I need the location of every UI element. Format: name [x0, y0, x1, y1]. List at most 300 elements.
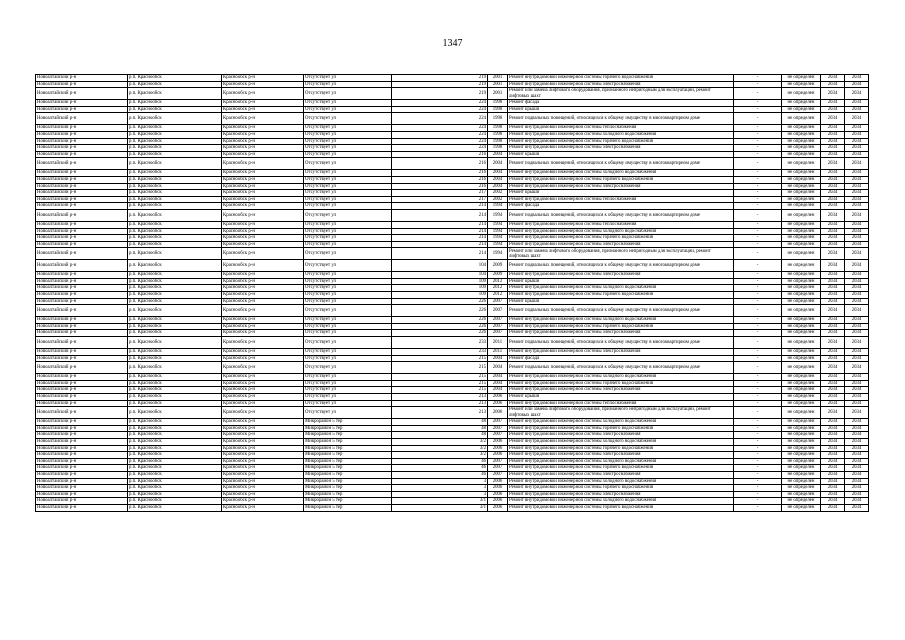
year-end-cell: 2034: [845, 485, 869, 492]
status-cell: не определен: [782, 176, 821, 183]
dash-cell: -: [734, 317, 782, 324]
dash-cell: -: [734, 203, 782, 210]
settlement-cell: р.п. Краснообск: [128, 317, 222, 324]
status-cell: не определен: [782, 498, 821, 505]
year-end-cell: 2034: [845, 248, 869, 260]
status-cell: не определен: [782, 235, 821, 242]
year-end-cell: 2034: [845, 425, 869, 432]
status-cell: не определен: [782, 272, 821, 279]
work-type-cell: Ремонт внутридомовой инженерной системы горячего водоснабжения: [508, 425, 734, 432]
status-cell: не определен: [782, 305, 821, 317]
street-cell: Отсутствует ул: [304, 260, 392, 272]
area-cell: Краснообск р-н: [222, 330, 304, 337]
district-cell: Новоалтайский р-н: [36, 145, 128, 152]
dash-cell: -: [734, 88, 782, 100]
year-start-cell: 2034: [821, 145, 845, 152]
dash-cell: -: [734, 106, 782, 113]
status-cell: не определен: [782, 75, 821, 82]
table-row: [36, 298, 869, 305]
page-number: 1347: [442, 38, 463, 49]
area-cell: Краснообск р-н: [222, 285, 304, 292]
work-type-cell: Ремонт крыши: [508, 190, 734, 197]
status-cell: не определен: [782, 330, 821, 337]
status-cell: не определен: [782, 248, 821, 260]
year-end-cell: 2034: [845, 458, 869, 465]
status-cell: не определен: [782, 323, 821, 330]
street-cell: Отсутствует ул: [304, 113, 392, 125]
year-start-cell: 2034: [821, 349, 845, 356]
street-cell: Микрорайон 5 тер: [304, 438, 392, 445]
area-cell: Краснообск р-н: [222, 407, 304, 419]
build-year-cell: 2006: [488, 491, 508, 498]
dash-cell: -: [734, 491, 782, 498]
year-end-cell: 2034: [845, 394, 869, 401]
year-end-cell: 2034: [845, 387, 869, 394]
house-number-cell: 46: [392, 465, 488, 472]
house-number-cell: 215: [392, 355, 488, 362]
year-start-cell: 2034: [821, 432, 845, 439]
dash-cell: -: [734, 452, 782, 459]
status-cell: не определен: [782, 445, 821, 452]
street-cell: Отсутствует ул: [304, 131, 392, 138]
build-year-cell: 2001: [488, 88, 508, 100]
status-cell: не определен: [782, 337, 821, 349]
build-year-cell: 2004: [488, 355, 508, 362]
house-number-cell: 3/1: [392, 504, 488, 511]
dash-cell: -: [734, 438, 782, 445]
table-row: [36, 355, 869, 362]
work-type-cell: Ремонт внутридомовой инженерной системы электроснабжения: [508, 183, 734, 190]
table-row: [36, 387, 869, 394]
district-cell: Новоалтайский р-н: [36, 221, 128, 228]
settlement-cell: р.п. Краснообск: [128, 235, 222, 242]
street-cell: Отсутствует ул: [304, 235, 392, 242]
settlement-cell: р.п. Краснообск: [128, 183, 222, 190]
house-number-cell: 213: [392, 394, 488, 401]
settlement-cell: р.п. Краснообск: [128, 504, 222, 511]
settlement-cell: р.п. Краснообск: [128, 349, 222, 356]
district-cell: Новоалтайский р-н: [36, 151, 128, 158]
table-row: [36, 400, 869, 407]
status-cell: не определен: [782, 145, 821, 152]
status-cell: не определен: [782, 151, 821, 158]
area-cell: Краснообск р-н: [222, 221, 304, 228]
district-cell: Новоалтайский р-н: [36, 504, 128, 511]
build-year-cell: 2012: [488, 285, 508, 292]
table-row: [36, 471, 869, 478]
build-year-cell: 1994: [488, 209, 508, 221]
district-cell: Новоалтайский р-н: [36, 491, 128, 498]
settlement-cell: р.п. Краснообск: [128, 400, 222, 407]
dash-cell: -: [734, 209, 782, 221]
year-end-cell: 2034: [845, 183, 869, 190]
year-start-cell: 2034: [821, 330, 845, 337]
dash-cell: -: [734, 190, 782, 197]
area-cell: Краснообск р-н: [222, 106, 304, 113]
settlement-cell: р.п. Краснообск: [128, 145, 222, 152]
area-cell: Краснообск р-н: [222, 100, 304, 107]
year-end-cell: 2034: [845, 498, 869, 505]
status-cell: не определен: [782, 478, 821, 485]
street-cell: Отсутствует ул: [304, 362, 392, 374]
table-row: [36, 131, 869, 138]
year-end-cell: 2034: [845, 203, 869, 210]
street-cell: Отсутствует ул: [304, 203, 392, 210]
year-end-cell: 2034: [845, 131, 869, 138]
table-row: [36, 113, 869, 125]
house-number-cell: 226: [392, 298, 488, 305]
settlement-cell: р.п. Краснообск: [128, 209, 222, 221]
area-cell: Краснообск р-н: [222, 75, 304, 82]
status-cell: не определен: [782, 504, 821, 511]
build-year-cell: 1994: [488, 203, 508, 210]
year-start-cell: 2034: [821, 485, 845, 492]
house-number-cell: 215: [392, 387, 488, 394]
district-cell: Новоалтайский р-н: [36, 380, 128, 387]
build-year-cell: 2006: [488, 407, 508, 419]
status-cell: не определен: [782, 138, 821, 145]
status-cell: не определен: [782, 221, 821, 228]
dash-cell: -: [734, 170, 782, 177]
settlement-cell: р.п. Краснообск: [128, 485, 222, 492]
work-type-cell: Ремонт внутридомовой инженерной системы холодного водоснабжения: [508, 478, 734, 485]
year-start-cell: 2034: [821, 260, 845, 272]
year-start-cell: 2034: [821, 170, 845, 177]
settlement-cell: р.п. Краснообск: [128, 419, 222, 426]
area-cell: Краснообск р-н: [222, 298, 304, 305]
dash-cell: -: [734, 285, 782, 292]
build-year-cell: 2006: [488, 445, 508, 452]
street-cell: Отсутствует ул: [304, 323, 392, 330]
house-number-cell: 224: [392, 145, 488, 152]
year-start-cell: 2034: [821, 298, 845, 305]
year-end-cell: 2034: [845, 445, 869, 452]
year-start-cell: 2034: [821, 400, 845, 407]
settlement-cell: р.п. Краснообск: [128, 81, 222, 88]
dash-cell: -: [734, 471, 782, 478]
district-cell: Новоалтайский р-н: [36, 305, 128, 317]
table-row: [36, 458, 869, 465]
work-type-cell: Ремонт внутридомовой инженерной системы электроснабжения: [508, 387, 734, 394]
dash-cell: -: [734, 113, 782, 125]
house-number-cell: 48: [392, 419, 488, 426]
work-type-cell: Ремонт внутридомовой инженерной системы холодного водоснабжения: [508, 498, 734, 505]
dash-cell: -: [734, 323, 782, 330]
street-cell: Микрорайон 5 тер: [304, 478, 392, 485]
build-year-cell: 2007: [488, 419, 508, 426]
work-type-cell: Ремонт внутридомовой инженерной системы электроснабжения: [508, 349, 734, 356]
build-year-cell: 2007: [488, 471, 508, 478]
year-end-cell: 2034: [845, 190, 869, 197]
street-cell: Отсутствует ул: [304, 278, 392, 285]
year-start-cell: 2034: [821, 471, 845, 478]
year-start-cell: 2034: [821, 190, 845, 197]
table-row: [36, 292, 869, 299]
table-row: [36, 285, 869, 292]
house-number-cell: 226: [392, 330, 488, 337]
year-end-cell: 2034: [845, 81, 869, 88]
work-type-cell: Ремонт или замена лифтового оборудования, признанного непригодным для эксплуатации, ремонт лифтовых шахт: [508, 88, 734, 100]
build-year-cell: 2006: [488, 394, 508, 401]
build-year-cell: 2006: [488, 504, 508, 511]
settlement-cell: р.п. Краснообск: [128, 196, 222, 203]
work-type-cell: Ремонт внутридомовой инженерной системы электроснабжения: [508, 491, 734, 498]
work-type-cell: Ремонт внутридомовой инженерной системы холодного водоснабжения: [508, 317, 734, 324]
year-start-cell: 2034: [821, 374, 845, 381]
build-year-cell: 1998: [488, 138, 508, 145]
district-cell: Новоалтайский р-н: [36, 170, 128, 177]
table-row: [36, 241, 869, 248]
settlement-cell: р.п. Краснообск: [128, 158, 222, 170]
work-type-cell: Ремонт подвальных помещений, относящихся к общему имуществу в многоквартирном доме: [508, 113, 734, 125]
district-cell: Новоалтайский р-н: [36, 100, 128, 107]
area-cell: Краснообск р-н: [222, 419, 304, 426]
year-end-cell: 2034: [845, 228, 869, 235]
year-start-cell: 2034: [821, 272, 845, 279]
build-year-cell: 2006: [488, 400, 508, 407]
district-cell: Новоалтайский р-н: [36, 113, 128, 125]
street-cell: Отсутствует ул: [304, 241, 392, 248]
year-start-cell: 2034: [821, 445, 845, 452]
build-year-cell: 2004: [488, 362, 508, 374]
settlement-cell: р.п. Краснообск: [128, 100, 222, 107]
build-year-cell: 2001: [488, 75, 508, 82]
dash-cell: -: [734, 330, 782, 337]
street-cell: Микрорайон 5 тер: [304, 425, 392, 432]
street-cell: Отсутствует ул: [304, 183, 392, 190]
year-end-cell: 2034: [845, 292, 869, 299]
status-cell: не определен: [782, 471, 821, 478]
house-number-cell: 214: [392, 228, 488, 235]
work-type-cell: Ремонт подвальных помещений, относящихся к общему имуществу в многоквартирном доме: [508, 305, 734, 317]
area-cell: Краснообск р-н: [222, 170, 304, 177]
settlement-cell: р.п. Краснообск: [128, 248, 222, 260]
district-cell: Новоалтайский р-н: [36, 298, 128, 305]
year-start-cell: 2034: [821, 355, 845, 362]
year-start-cell: 2034: [821, 138, 845, 145]
district-cell: Новоалтайский р-н: [36, 425, 128, 432]
build-year-cell: 2007: [488, 298, 508, 305]
table-row: [36, 260, 869, 272]
year-end-cell: 2034: [845, 221, 869, 228]
area-cell: Краснообск р-н: [222, 400, 304, 407]
house-number-cell: 3/1: [392, 498, 488, 505]
area-cell: Краснообск р-н: [222, 260, 304, 272]
dash-cell: -: [734, 292, 782, 299]
year-start-cell: 2034: [821, 452, 845, 459]
house-number-cell: 214: [392, 203, 488, 210]
district-cell: Новоалтайский р-н: [36, 75, 128, 82]
settlement-cell: р.п. Краснообск: [128, 407, 222, 419]
street-cell: Отсутствует ул: [304, 387, 392, 394]
dash-cell: -: [734, 151, 782, 158]
work-type-cell: Ремонт внутридомовой инженерной системы электроснабжения: [508, 471, 734, 478]
status-cell: не определен: [782, 458, 821, 465]
house-number-cell: 3/2: [392, 445, 488, 452]
street-cell: Микрорайон 5 тер: [304, 419, 392, 426]
table-row: [36, 337, 869, 349]
status-cell: не определен: [782, 374, 821, 381]
year-end-cell: 2034: [845, 317, 869, 324]
dash-cell: -: [734, 305, 782, 317]
district-cell: Новоалтайский р-н: [36, 138, 128, 145]
settlement-cell: р.п. Краснообск: [128, 228, 222, 235]
house-number-cell: 3/2: [392, 438, 488, 445]
street-cell: Отсутствует ул: [304, 190, 392, 197]
work-type-cell: Ремонт подвальных помещений, относящихся к общему имуществу в многоквартирном доме: [508, 209, 734, 221]
house-number-cell: 216: [392, 158, 488, 170]
street-cell: Отсутствует ул: [304, 298, 392, 305]
street-cell: Микрорайон 5 тер: [304, 465, 392, 472]
table-row: [36, 394, 869, 401]
build-year-cell: 2007: [488, 432, 508, 439]
table-row: [36, 170, 869, 177]
house-number-cell: 226: [392, 323, 488, 330]
status-cell: не определен: [782, 425, 821, 432]
district-cell: Новоалтайский р-н: [36, 498, 128, 505]
work-type-cell: Ремонт внутридомовой инженерной системы горячего водоснабжения: [508, 235, 734, 242]
work-type-cell: Ремонт крыши: [508, 278, 734, 285]
district-cell: Новоалтайский р-н: [36, 278, 128, 285]
house-number-cell: 216: [392, 170, 488, 177]
work-type-cell: Ремонт внутридомовой инженерной системы горячего водоснабжения: [508, 485, 734, 492]
street-cell: Отсутствует ул: [304, 272, 392, 279]
table-row: [36, 190, 869, 197]
status-cell: не определен: [782, 491, 821, 498]
year-end-cell: 2034: [845, 176, 869, 183]
settlement-cell: р.п. Краснообск: [128, 478, 222, 485]
build-year-cell: 2006: [488, 485, 508, 492]
house-number-cell: 46: [392, 471, 488, 478]
table-row: [36, 75, 869, 82]
house-number-cell: 216: [392, 151, 488, 158]
year-end-cell: 2034: [845, 196, 869, 203]
work-type-cell: Ремонт внутридомовой инженерной системы холодного водоснабжения: [508, 131, 734, 138]
table-row: [36, 176, 869, 183]
house-number-cell: 109: [392, 292, 488, 299]
status-cell: не определен: [782, 419, 821, 426]
build-year-cell: 1994: [488, 235, 508, 242]
settlement-cell: р.п. Краснообск: [128, 438, 222, 445]
status-cell: не определен: [782, 125, 821, 132]
table-row: [36, 305, 869, 317]
district-cell: Новоалтайский р-н: [36, 183, 128, 190]
year-end-cell: 2034: [845, 285, 869, 292]
district-cell: Новоалтайский р-н: [36, 248, 128, 260]
year-end-cell: 2034: [845, 158, 869, 170]
area-cell: Краснообск р-н: [222, 349, 304, 356]
status-cell: не определен: [782, 298, 821, 305]
build-year-cell: 2006: [488, 498, 508, 505]
year-start-cell: 2034: [821, 387, 845, 394]
year-start-cell: 2034: [821, 285, 845, 292]
year-end-cell: 2034: [845, 471, 869, 478]
district-cell: Новоалтайский р-н: [36, 292, 128, 299]
settlement-cell: р.п. Краснообск: [128, 394, 222, 401]
area-cell: Краснообск р-н: [222, 498, 304, 505]
dash-cell: -: [734, 425, 782, 432]
settlement-cell: р.п. Краснообск: [128, 374, 222, 381]
year-end-cell: 2034: [845, 407, 869, 419]
area-cell: Краснообск р-н: [222, 209, 304, 221]
settlement-cell: р.п. Краснообск: [128, 425, 222, 432]
street-cell: Отсутствует ул: [304, 380, 392, 387]
work-type-cell: Ремонт или замена лифтового оборудования, признанного непригодным для эксплуатации, ремонт лифтовых шахт: [508, 248, 734, 260]
settlement-cell: р.п. Краснообск: [128, 471, 222, 478]
district-cell: Новоалтайский р-н: [36, 323, 128, 330]
street-cell: Отсутствует ул: [304, 196, 392, 203]
dash-cell: -: [734, 478, 782, 485]
area-cell: Краснообск р-н: [222, 452, 304, 459]
street-cell: Отсутствует ул: [304, 407, 392, 419]
build-year-cell: 2007: [488, 458, 508, 465]
table-row: [36, 317, 869, 324]
build-year-cell: 1998: [488, 145, 508, 152]
area-cell: Краснообск р-н: [222, 248, 304, 260]
table-row: [36, 349, 869, 356]
work-type-cell: Ремонт внутридомовой инженерной системы горячего водоснабжения: [508, 292, 734, 299]
dash-cell: -: [734, 100, 782, 107]
status-cell: не определен: [782, 190, 821, 197]
area-cell: Краснообск р-н: [222, 305, 304, 317]
house-number-cell: 233: [392, 349, 488, 356]
area-cell: Краснообск р-н: [222, 81, 304, 88]
dash-cell: -: [734, 81, 782, 88]
street-cell: Отсутствует ул: [304, 400, 392, 407]
status-cell: не определен: [782, 465, 821, 472]
settlement-cell: р.п. Краснообск: [128, 176, 222, 183]
settlement-cell: р.п. Краснообск: [128, 380, 222, 387]
table-row: [36, 106, 869, 113]
settlement-cell: р.п. Краснообск: [128, 170, 222, 177]
dash-cell: -: [734, 394, 782, 401]
district-cell: Новоалтайский р-н: [36, 458, 128, 465]
area-cell: Краснообск р-н: [222, 241, 304, 248]
house-number-cell: 213: [392, 400, 488, 407]
table-row: [36, 504, 869, 511]
work-type-cell: Ремонт фасада: [508, 100, 734, 107]
table-row: [36, 183, 869, 190]
year-end-cell: 2034: [845, 452, 869, 459]
settlement-cell: р.п. Краснообск: [128, 75, 222, 82]
year-end-cell: 2034: [845, 305, 869, 317]
street-cell: Отсутствует ул: [304, 221, 392, 228]
status-cell: не определен: [782, 380, 821, 387]
build-year-cell: 2002: [488, 190, 508, 197]
year-end-cell: 2034: [845, 138, 869, 145]
dash-cell: -: [734, 241, 782, 248]
work-type-cell: Ремонт подвальных помещений, относящихся к общему имуществу в многоквартирном доме: [508, 362, 734, 374]
table-row: [36, 498, 869, 505]
district-cell: Новоалтайский р-н: [36, 317, 128, 324]
build-year-cell: 1998: [488, 100, 508, 107]
dash-cell: -: [734, 145, 782, 152]
status-cell: не определен: [782, 387, 821, 394]
area-cell: Краснообск р-н: [222, 445, 304, 452]
settlement-cell: р.п. Краснообск: [128, 272, 222, 279]
settlement-cell: р.п. Краснообск: [128, 298, 222, 305]
house-number-cell: 226: [392, 305, 488, 317]
settlement-cell: р.п. Краснообск: [128, 278, 222, 285]
table-row: [36, 362, 869, 374]
street-cell: Отсутствует ул: [304, 330, 392, 337]
build-year-cell: 2009: [488, 272, 508, 279]
house-number-cell: 219: [392, 81, 488, 88]
house-number-cell: 46: [392, 458, 488, 465]
street-cell: Отсутствует ул: [304, 100, 392, 107]
dash-cell: -: [734, 445, 782, 452]
dash-cell: -: [734, 125, 782, 132]
